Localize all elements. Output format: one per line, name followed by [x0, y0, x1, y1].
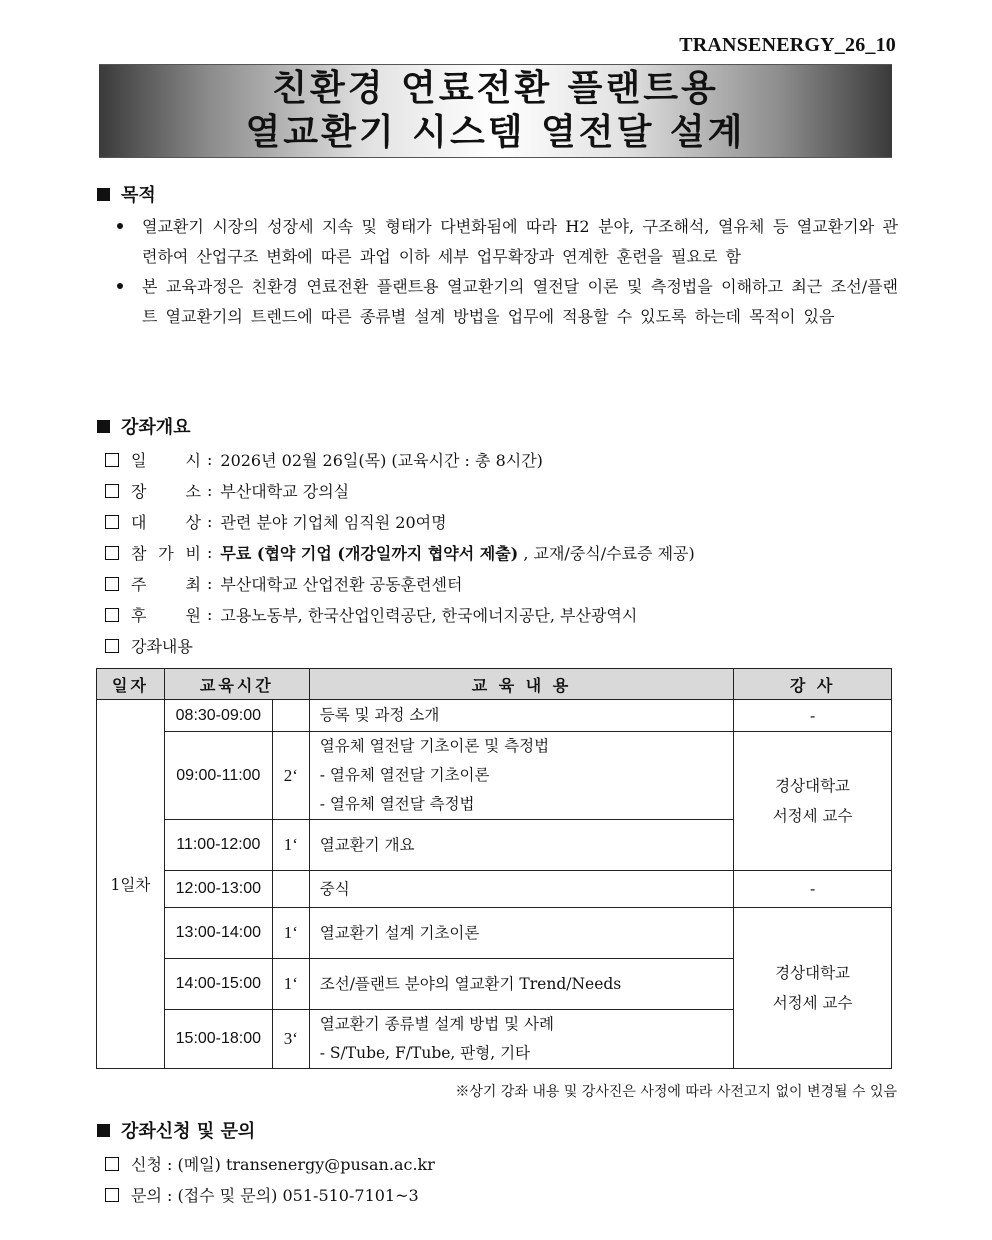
schedule-table	[96, 668, 892, 1069]
title-line-2: 열교환기 시스템 열전달 설계	[245, 112, 746, 153]
overview-row-place: 장 소 : 부산대학교 강의실	[105, 475, 695, 506]
checkbox-icon	[105, 515, 119, 529]
square-bullet-icon	[97, 420, 110, 433]
bullet-dot-icon	[112, 212, 142, 271]
overview-row-content	[105, 630, 695, 661]
overview-value-bold: 무료 (협약 기업 (개강일까지 협약서 제출)	[220, 544, 519, 563]
table-row: 1일차 08:30-09:00 등록 및 과정 소개 -	[97, 700, 892, 732]
overview-value: , 교재/중식/수료증 제공)	[518, 544, 695, 563]
overview-label: 주 최	[131, 575, 201, 594]
overview-label: 강좌내용	[131, 637, 193, 656]
purpose-bullet: 열교환기 시장의 성장세 지속 및 형태가 다변화됨에 따라 H2 분야, 구조해석, 열유체 등 열교환기와 관련하여 산업구조 변화에 따른 과업 이하 세부 업무확장과 연계한 훈련을 필요로 함	[112, 212, 898, 271]
apply-row-application: 신청 : (메일) transenergy@pusan.ac.kr	[105, 1148, 435, 1179]
instructor-cell: -	[734, 700, 892, 732]
header-instructor: 강 사	[734, 669, 892, 700]
purpose-bullet: 본 교육과정은 친환경 연료전환 플랜트용 열교환기의 열전달 이론 및 측정법을 이해하고 최근 조선/플랜트 열교환기의 트렌드에 따른 종류별 설계 방법을 업무에 적용할 수 있도록 하는데 목적이 있음	[112, 272, 898, 331]
apply-heading: 강좌신청 및 문의	[97, 1117, 255, 1143]
overview-value: 2026년 02월 26일(목) (교육시간 : 총 8시간)	[220, 451, 543, 470]
header-day: 일자	[97, 669, 165, 700]
document-code: TRANSENERGY_26_10	[679, 34, 896, 56]
instructor-cell: -	[734, 871, 892, 908]
overview-row-target: 대 상 : 관련 분야 기업체 임직원 20여명	[105, 506, 695, 537]
overview-row-host: 주 최 : 부산대학교 산업전환 공동훈련센터	[105, 568, 695, 599]
checkbox-icon	[105, 1188, 119, 1202]
title-banner	[99, 64, 892, 158]
overview-label: 후 원	[131, 606, 201, 625]
day-cell: 1일차	[97, 700, 165, 1069]
overview-label: 대 상	[131, 513, 201, 532]
overview-value: 부산대학교 강의실	[220, 482, 350, 501]
instructor-cell: 경상대학교 서정세 교수	[734, 908, 892, 1069]
overview-row-fee: 참 가 비 : 무료 (협약 기업 (개강일까지 협약서 제출) , 교재/중식/수료증 제공)	[105, 537, 695, 568]
overview-label: 장 소	[131, 482, 201, 501]
table-row: 09:00-11:00 2‘ 열유체 열전달 기초이론 및 측정법 - 열유체 열전달 기초이론 - 열유체 열전달 측정법 경상대학교 서정세 교수	[97, 732, 892, 820]
header-content: 교 육 내 용	[309, 669, 733, 700]
purpose-list	[112, 212, 898, 332]
checkbox-icon	[105, 484, 119, 498]
table-row: 15:00-18:00 3‘ 열교환기 종류별 설계 방법 및 사례 - S/Tube, F/Tube, 판형, 기타	[97, 1010, 892, 1069]
table-row: 14:00-15:00 1‘ 조선/플랜트 분야의 열교환기 Trend/Needs	[97, 959, 892, 1010]
checkbox-icon	[105, 546, 119, 560]
table-row: 11:00-12:00 1‘ 열교환기 개요	[97, 820, 892, 871]
bullet-dot-icon	[112, 272, 142, 331]
overview-label: 일 시	[131, 451, 201, 470]
overview-row-sponsor: 후 원 : 고용노동부, 한국산업인력공단, 한국에너지공단, 부산광역시	[105, 599, 695, 630]
apply-row-inquiry: 문의 : (접수 및 문의) 051-510-7101~3	[105, 1179, 435, 1210]
overview-heading: 강좌개요	[97, 413, 191, 439]
overview-value: 고용노동부, 한국산업인력공단, 한국에너지공단, 부산광역시	[220, 606, 638, 625]
checkbox-icon	[105, 1157, 119, 1171]
title-line-1: 친환경 연료전환 플랜트용	[272, 68, 719, 109]
checkbox-icon	[105, 639, 119, 653]
square-bullet-icon	[97, 1124, 110, 1137]
square-bullet-icon	[97, 188, 110, 201]
checkbox-icon	[105, 453, 119, 467]
overview-row-date: 일 시 : 2026년 02월 26일(목) (교육시간 : 총 8시간)	[105, 444, 695, 475]
table-row: 13:00-14:00 1‘ 열교환기 설계 기초이론 경상대학교 서정세 교수	[97, 908, 892, 959]
checkbox-icon	[105, 608, 119, 622]
overview-value: 관련 분야 기업체 임직원 20여명	[220, 513, 447, 532]
checkbox-icon	[105, 577, 119, 591]
overview-value: 부산대학교 산업전환 공동훈련센터	[220, 575, 463, 594]
overview-list	[105, 444, 695, 661]
instructor-cell: 경상대학교 서정세 교수	[734, 732, 892, 871]
apply-list	[105, 1148, 435, 1210]
overview-label: 참 가 비	[131, 544, 201, 563]
header-time: 교육시간	[164, 669, 309, 700]
table-row: 12:00-13:00 중식 -	[97, 871, 892, 908]
change-notice: ※상기 강좌 내용 및 강사진은 사정에 따라 사전고지 없이 변경될 수 있음	[455, 1084, 897, 1100]
table-header-row	[97, 669, 892, 700]
purpose-heading: 목적	[97, 181, 156, 207]
